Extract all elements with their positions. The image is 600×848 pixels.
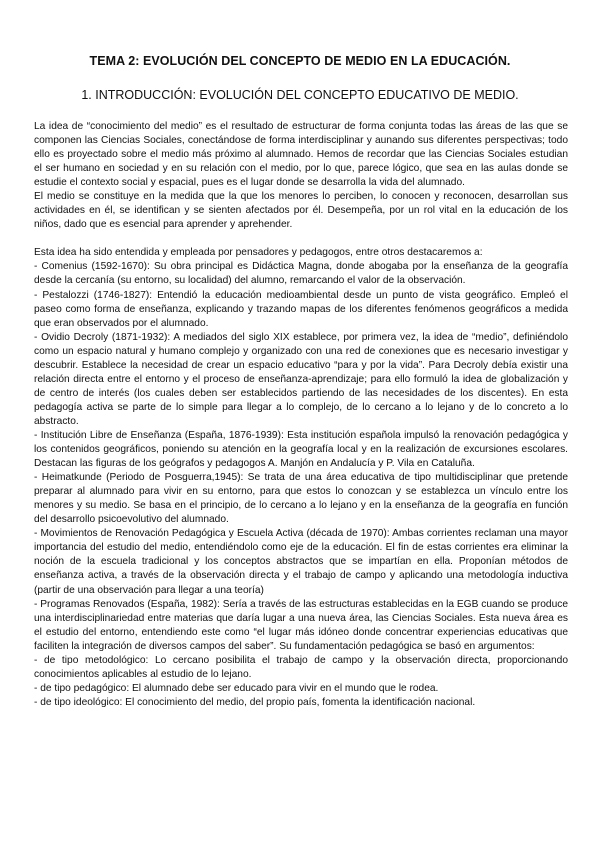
- list-item-pedagogico: - de tipo pedagógico: El alumnado debe ser educado para vivir en el mundo que le rodea.: [34, 682, 439, 694]
- list-item-heimatkunde: - Heimatkunde (Periodo de Posguerra,1945): Se trata de una área educativa de tipo multidisciplinar que pretende preparar al alumnado para vivir en su entorno, para que estos lo conozcan y se establezca un vínculo entre los menores y su medio. Se basa en el principio, de lo cercano a lo lejano y en la enseñanza de la geografía en función del desarrollo psicoevolutivo del alumnado.: [34, 472, 568, 526]
- list-item-ideologico: - de tipo ideológico: El conocimiento del medio, del propio país, fomenta la identificación nacional.: [34, 696, 476, 708]
- document-body: [34, 120, 568, 710]
- paragraph-pedagogos-intro: Esta idea ha sido entendida y empleada por pensadores y pedagogos, entre otros destacaremos a:: [34, 247, 483, 259]
- list-item-comenius: - Comenius (1592-1670): Su obra principal es Didáctica Magna, donde abogaba por la enseñanza de la geografía desde la cercanía (su entorno, su localidad) del alumno, remarcando el valor de la observación.: [34, 261, 568, 287]
- page-title: TEMA 2: EVOLUCIÓN DEL CONCEPTO DE MEDIO EN LA EDUCACIÓN.: [89, 54, 511, 68]
- list-item-decroly: - Ovidio Decroly (1871-1932): A mediados del siglo XIX establece, por primera vez, la idea de “medio”, definiéndolo como un espacio natural y humano complejo y organizado con una red de conexiones que es necesario investigar y descubrir. Establece la necesidad de crear un espacio educativo “para y por la vida”. Para Decroly debía existir una relación directa entre el entorno y el proceso de enseñanza-aprendizaje; para ello formuló la idea de globalización y de centro de interés (los cuales deben ser establecidos partiendo de las necesidades de los discentes). En esta pedagogía activa se parte de lo simple para llegar a lo complejo, de lo cercano a lo lejano y de lo concreto a lo abstracto.: [34, 331, 568, 427]
- list-item-metodologico: - de tipo metodológico: Lo cercano posibilita el trabajo de campo y la observación directa, proporcionando conocimientos aplicables al estudio de lo lejano.: [34, 654, 568, 680]
- section-heading: 1. INTRODUCCIÓN: EVOLUCIÓN DEL CONCEPTO EDUCATIVO DE MEDIO.: [81, 88, 519, 102]
- paragraph-medio: El medio se constituye en la medida que la que los menores lo perciben, lo conocen y reconocen, desarrollan sus actividades en él, se identifican y se sienten afectados por él. Desempeña, por un rol vital en la educación de los niños, dado que es esencial para aprender y aprehender.: [34, 191, 568, 231]
- list-item-programas-renovados: - Programas Renovados (España, 1982): Sería a través de las estructuras establecidas en la EGB cuando se produce una interdisciplinariedad entre materias que daría lugar a una nueva área, las Ciencias Sociales. Esta nueva área es el estudio del entorno, entendiendo este como “el lugar más idóneo donde concentrar experiencias educativas que faciliten la integración de diversos campos del saber”. Su fundamentación pedagógica se basó en argumentos:: [34, 598, 568, 652]
- list-item-movimientos-renovacion: - Movimientos de Renovación Pedagógica y Escuela Activa (década de 1970): Ambas corrientes reclaman una mayor importancia del estudio del medio, entendiéndolo como eje de la educación. El fin de estas corrientes era eliminar la noción de la escuela tradicional y los conceptos abstractos que se impartían en ella. Proponían métodos de enseñanza activa, a través de la observación directa y el trabajo de campo y aplicando una metodología inductiva (partir de una observación para llegar a una teoría): [34, 528, 568, 596]
- paragraph-intro: La idea de “conocimiento del medio” es el resultado de estructurar de forma conjunta todas las áreas de las que se componen las Ciencias Sociales, conectándose de forma interdisciplinar y aunando sus diferentes perspectivas; todo ello es proyectado sobre el medio más próximo al alumnado. Hemos de recordar que las Ciencias Sociales estudian el ser humano en sociedad y en su relación con el medio, por lo que, parece lógico, que sea en las aulas donde se estudie el contexto social y espacial, pues es el lugar donde se desarrolla la vida del alumnado.: [34, 121, 568, 189]
- list-item-institucion-libre: - Institución Libre de Enseñanza (España, 1876-1939): Esta institución española impulsó la renovación pedagógica y los contenidos geográficos, poniendo su atención en la geografía local y en la realización de excursiones escolares. Destacan las figuras de los geógrafos y pedagogos A. Manjón en Andalucía y P. Vila en Cataluña.: [34, 429, 568, 470]
- list-item-pestalozzi: - Pestalozzi (1746-1827): Entendió la educación medioambiental desde un punto de vista geográfico. Empleó el paseo como forma de enseñanza, explicando y trazando mapas de los diferentes fenómenos geográficos a medida que eran observados por el alumnado.: [34, 289, 568, 329]
